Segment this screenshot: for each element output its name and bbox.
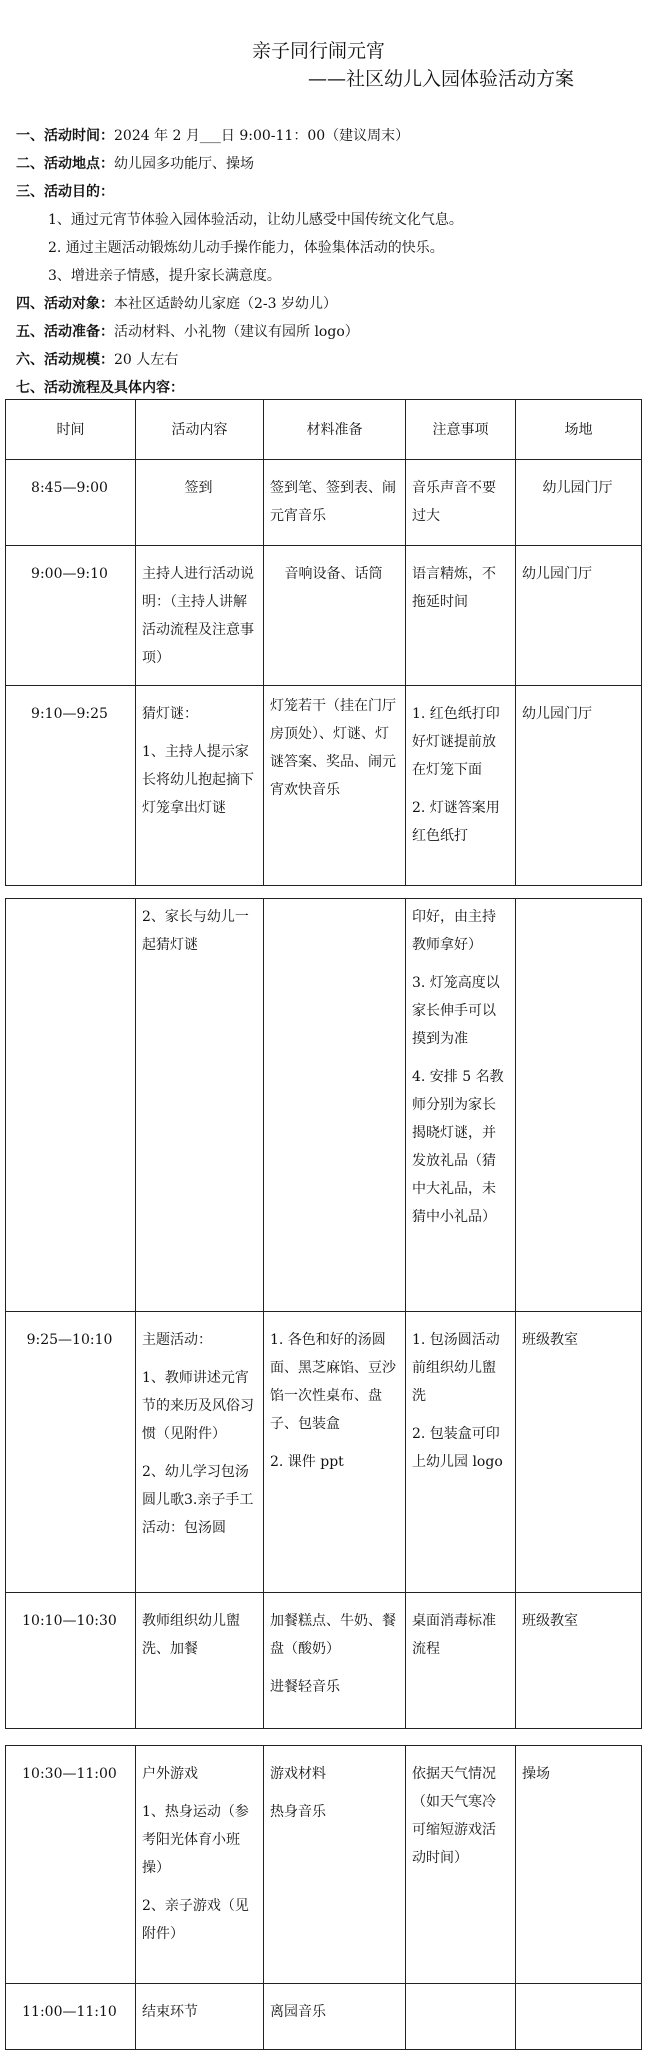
header-content: 活动内容: [136, 400, 264, 460]
cell-materials: [264, 1746, 406, 1984]
cell-content: [136, 1984, 264, 2050]
cell-content: [136, 460, 264, 546]
header-notes: 注意事项: [406, 400, 516, 460]
materials-line: 灯笼若干（挂在门厅房顶处）、灯谜、灯谜答案、奖品、闹元宵欢快音乐: [270, 698, 396, 798]
cell-venue: 班级教室: [516, 1312, 642, 1593]
cell-venue: [516, 1984, 642, 2050]
table-row: [6, 899, 642, 1312]
purpose-item: 1、通过元宵节体验入园体验活动，让幼儿感受中国传统文化气息。: [48, 212, 463, 228]
document-subtitle: ——社区幼儿入园体验活动方案: [308, 68, 575, 90]
section-value: 活动材料、小礼物（建议有园所 logo）: [114, 324, 359, 340]
notes-line: 4. 安排 5 名教师分别为家长揭晓灯谜，并发放礼品（猜中大礼品，未猜中小礼品）: [412, 1069, 504, 1225]
table-row: [6, 686, 642, 886]
cell-notes: [406, 1984, 516, 2050]
table-row: [6, 1746, 642, 1984]
notes-line: 1. 红色纸打印好灯谜提前放在灯笼下面: [412, 706, 500, 778]
schedule-table-continued: [5, 1745, 642, 2050]
section-label: 五、活动准备：: [16, 324, 114, 340]
content-line: 2、幼儿学习包汤圆儿歌3.亲子手工活动：包汤圆: [142, 1464, 254, 1536]
content-line: 教师组织幼儿盥洗、加餐: [142, 1613, 240, 1657]
materials-line: 音响设备、话筒: [284, 566, 383, 582]
content-line: 结束环节: [142, 2004, 198, 2020]
section-label: 二、活动地点：: [16, 156, 114, 172]
cell-time: 8:45—9:00: [6, 460, 136, 546]
table-row: [6, 1984, 642, 2050]
cell-content: [136, 546, 264, 686]
cell-materials: [264, 1593, 406, 1729]
header-time: 时间: [6, 400, 136, 460]
cell-venue: 操场: [516, 1746, 642, 1984]
cell-notes: [406, 1593, 516, 1729]
schedule-table-continued: [5, 898, 642, 1729]
table-row: [6, 546, 642, 686]
content-line: 2、家长与幼儿一起猜灯谜: [142, 909, 249, 953]
materials-line: 1. 各色和好的汤圆面、黑芝麻馅、豆沙馅一次性桌布、盘子、包装盒: [270, 1332, 396, 1432]
notes-line: 2. 包装盒可印上幼儿园 logo: [412, 1426, 503, 1470]
table-row: [6, 1312, 642, 1593]
table-header-row: [6, 400, 642, 460]
section-label: 六、活动规模：: [16, 352, 114, 368]
materials-line: 加餐糕点、牛奶、餐盘（酸奶）: [270, 1613, 396, 1657]
section-value: 2024 年 2 月___日 9:00-11：00（建议周末）: [114, 128, 410, 144]
notes-line: 2. 灯谜答案用红色纸打: [412, 800, 500, 844]
content-line: 签到: [184, 480, 213, 496]
section-audience: [16, 293, 337, 313]
notes-line: 依据天气情况（如天气寒冷可缩短游戏活动时间）: [412, 1766, 496, 1866]
cell-materials: [264, 1312, 406, 1593]
cell-time: 9:10—9:25: [6, 686, 136, 886]
cell-venue: 幼儿园门厅: [516, 546, 642, 686]
cell-time: 10:10—10:30: [6, 1593, 136, 1729]
header-venue: 场地: [516, 400, 642, 460]
content-line: 主题活动：: [142, 1332, 212, 1348]
cell-notes: [406, 1746, 516, 1984]
schedule-table: [5, 399, 642, 886]
section-label: 一、活动时间：: [16, 128, 114, 144]
notes-line: 印好，由主持教师拿好）: [412, 909, 496, 953]
table-row: [6, 460, 642, 546]
cell-time: 9:25—10:10: [6, 1312, 136, 1593]
section-label: 七、活动流程及具体内容：: [16, 380, 184, 396]
section-purpose: [16, 181, 114, 201]
content-line: 户外游戏: [142, 1766, 198, 1782]
materials-line: 游戏材料: [270, 1766, 326, 1782]
cell-venue: 幼儿园门厅: [516, 460, 642, 546]
cell-venue: [516, 899, 642, 1312]
section-label: 三、活动目的：: [16, 184, 114, 200]
materials-line: 签到笔、签到表、闹元宵音乐: [270, 480, 396, 524]
cell-materials: [264, 460, 406, 546]
content-line: 2、亲子游戏（见附件）: [142, 1898, 249, 1942]
notes-line: 语言精炼，不拖延时间: [412, 566, 496, 610]
content-line: 主持人进行活动说明：（主持人讲解活动流程及注意事项）: [142, 566, 254, 666]
cell-materials: [264, 546, 406, 686]
cell-time: 10:30—11:00: [6, 1746, 136, 1984]
document-title: 亲子同行闹元宵: [252, 40, 386, 62]
section-scale: [16, 349, 178, 369]
cell-time: [6, 899, 136, 1312]
purpose-item: 3、增进亲子情感，提升家长满意度。: [48, 268, 281, 284]
cell-notes: [406, 460, 516, 546]
cell-notes: [406, 686, 516, 886]
cell-materials: [264, 1984, 406, 2050]
cell-venue: 班级教室: [516, 1593, 642, 1729]
notes-line: 桌面消毒标准流程: [412, 1613, 496, 1657]
purpose-item: 2. 通过主题活动锻炼幼儿动手操作能力，体验集体活动的快乐。: [48, 240, 444, 256]
section-value: 幼儿园多功能厅、操场: [114, 156, 254, 172]
materials-line: 热身音乐: [270, 1804, 326, 1820]
notes-line: 1. 包汤圆活动前组织幼儿盥洗: [412, 1332, 500, 1404]
cell-content: [136, 899, 264, 1312]
cell-content: [136, 1593, 264, 1729]
cell-notes: [406, 899, 516, 1312]
section-value: 本社区适龄幼儿家庭（2-3 岁幼儿）: [114, 296, 337, 312]
materials-line: 进餐轻音乐: [270, 1679, 340, 1695]
content-line: 1、主持人提示家长将幼儿抱起摘下灯笼拿出灯谜: [142, 744, 254, 816]
section-prep: [16, 321, 359, 341]
cell-notes: [406, 546, 516, 686]
section-time: [16, 125, 409, 145]
section-flow: [16, 377, 184, 397]
table-row: [6, 1593, 642, 1729]
notes-line: 3. 灯笼高度以家长伸手可以摸到为准: [412, 975, 500, 1047]
section-place: [16, 153, 254, 173]
materials-line: 离园音乐: [270, 2004, 326, 2020]
materials-line: 2. 课件 ppt: [270, 1454, 344, 1470]
cell-content: [136, 686, 264, 886]
header-materials: 材料准备: [264, 400, 406, 460]
cell-venue: 幼儿园门厅: [516, 686, 642, 886]
cell-content: [136, 1312, 264, 1593]
cell-content: [136, 1746, 264, 1984]
section-label: 四、活动对象：: [16, 296, 114, 312]
cell-time: 9:00—9:10: [6, 546, 136, 686]
content-line: 1、热身运动（参考阳光体育小班操）: [142, 1804, 249, 1876]
content-line: 1、教师讲述元宵节的来历及风俗习惯（见附件）: [142, 1370, 254, 1442]
cell-materials: [264, 899, 406, 1312]
cell-materials: [264, 686, 406, 886]
cell-time: 11:00—11:10: [6, 1984, 136, 2050]
cell-notes: [406, 1312, 516, 1593]
content-line: 猜灯谜：: [142, 706, 198, 722]
section-value: 20 人左右: [114, 352, 179, 368]
notes-line: 音乐声音不要过大: [412, 480, 496, 524]
